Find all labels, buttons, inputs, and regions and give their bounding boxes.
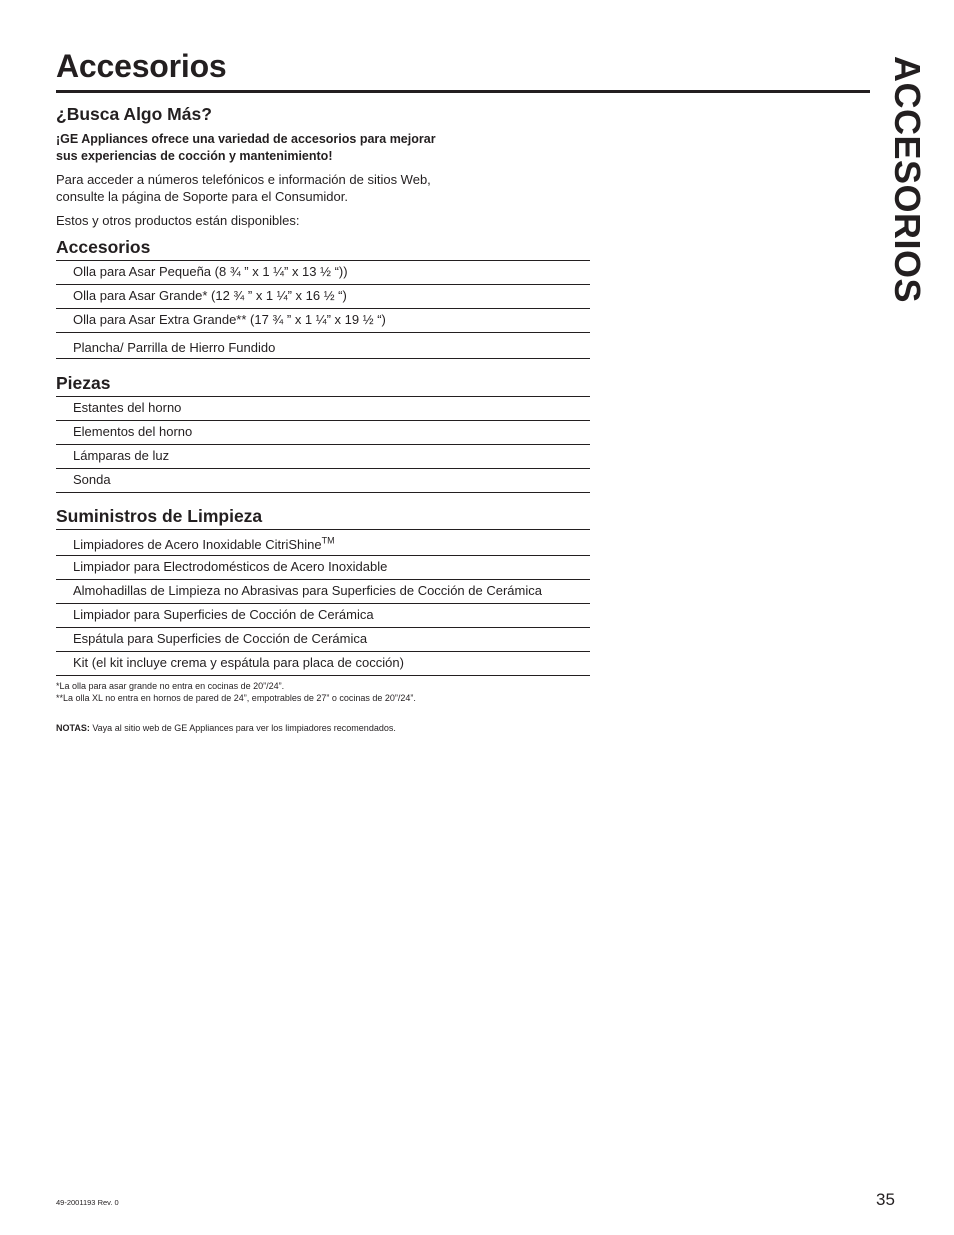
footnote-xl-pan: **La olla XL no entra en hornos de pared de 24”, empotrables de 27” o cocinas de 20”/24”. <box>56 693 416 703</box>
limpieza-item: Espátula para Superficies de Cocción de Cerámica <box>56 628 590 652</box>
title-rule <box>56 90 870 93</box>
limpieza-item: Kit (el kit incluye crema y espátula para placa de cocción) <box>56 652 590 676</box>
accesorios-item: Olla para Asar Pequeña (8 ¾ ” x 1 ¼” x 13 ½ “)) <box>56 261 590 285</box>
intro-paragraph: Para acceder a números telefónicos e información de sitios Web, consulte la página de Soporte para el Consumidor. <box>56 172 431 204</box>
main-content <box>56 103 590 734</box>
accesorios-heading: Accesorios <box>56 236 590 261</box>
accesorios-item: Plancha/ Parrilla de Hierro Fundido <box>56 333 590 359</box>
notes-paragraph <box>56 722 590 734</box>
piezas-list <box>56 397 590 493</box>
piezas-item: Elementos del horno <box>56 421 590 445</box>
limpieza-list <box>56 530 590 676</box>
limpieza-heading: Suministros de Limpieza <box>56 505 590 530</box>
side-tab-label: ACCESORIOS <box>887 56 928 304</box>
piezas-item: Estantes del horno <box>56 397 590 421</box>
accesorios-list <box>56 261 590 359</box>
notes-text: Vaya al sitio web de GE Appliances para ver los limpiadores recomendados. <box>89 723 396 733</box>
limpieza-item: Limpiador para Electrodomésticos de Acero Inoxidable <box>56 556 590 580</box>
accesorios-item: Olla para Asar Grande* (12 ¾ ” x 1 ¼” x 16 ½ “) <box>56 285 590 309</box>
limpieza-item: Limpiador para Superficies de Cocción de Cerámica <box>56 604 590 628</box>
intro-bold-text: ¡GE Appliances ofrece una variedad de accesorios para mejorar sus experiencias de cocción y mantenimiento! <box>56 132 436 163</box>
page-title: Accesorios <box>56 48 227 84</box>
intro-availability: Estos y otros productos están disponibles: <box>56 213 300 228</box>
page-number: 35 <box>876 1190 895 1209</box>
piezas-heading: Piezas <box>56 372 590 397</box>
intro-heading: ¿Busca Algo Más? <box>56 104 212 124</box>
limpieza-item-text: Limpiadores de Acero Inoxidable CitriShine <box>73 537 322 552</box>
accesorios-item: Olla para Asar Extra Grande** (17 ¾ ” x 1 ¼” x 19 ½ “) <box>56 309 590 333</box>
limpieza-item <box>56 530 590 556</box>
piezas-item: Sonda <box>56 469 590 493</box>
limpieza-item: Almohadillas de Limpieza no Abrasivas para Superficies de Cocción de Cerámica <box>56 580 590 604</box>
document-number: 49-2001193 Rev. 0 <box>56 1198 119 1207</box>
trademark-mark: TM <box>321 535 335 546</box>
piezas-item: Lámparas de luz <box>56 445 590 469</box>
notes-label: NOTAS: <box>56 723 90 733</box>
footnote-large-pan: *La olla para asar grande no entra en cocinas de 20”/24”. <box>56 681 285 691</box>
